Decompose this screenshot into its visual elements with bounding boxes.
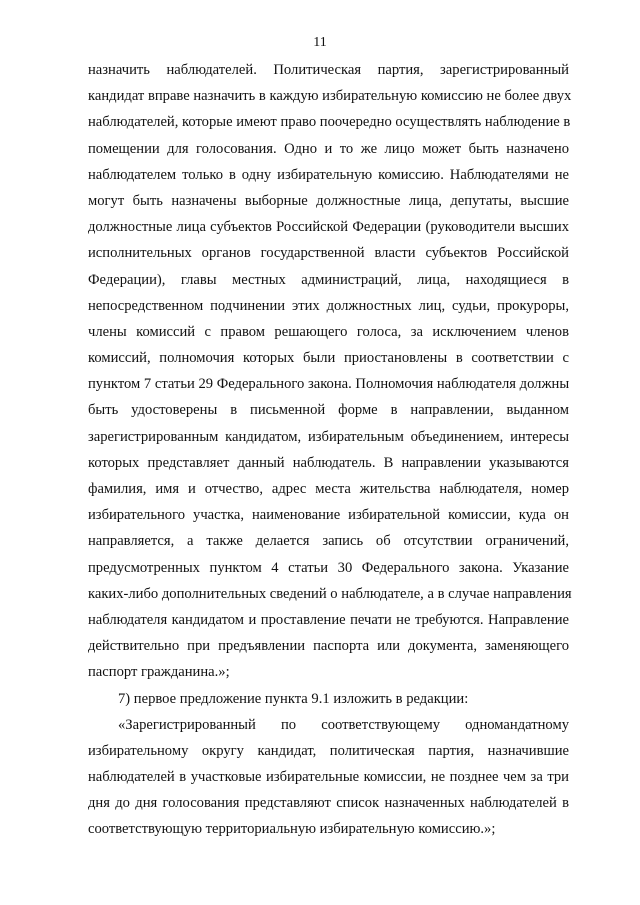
- text-line: паспорт гражданина.»;: [88, 664, 230, 681]
- text-line: предусмотренных пунктом 4 статьи 30 Федерального закона. Указание: [88, 559, 569, 576]
- text-line: которых представляет данный наблюдатель. В направлении указываются: [88, 454, 569, 471]
- text-line: комиссий, полномочия которых были приостановлены в соответствии с: [88, 350, 569, 367]
- text-line: направляется, а также делается запись об отсутствии ограничений,: [88, 533, 569, 550]
- text-line: наблюдателей, которые имеют право поочередно осуществлять наблюдение в: [88, 114, 571, 131]
- text-line: избирательному округу кандидат, политическая партия, назначившие: [88, 742, 569, 759]
- text-line: пунктом 7 статьи 29 Федерального закона. Полномочия наблюдателя должны: [88, 376, 570, 393]
- text-line: наблюдателем только в одну избирательную комиссию. Наблюдателями не: [88, 166, 569, 183]
- text-line: фамилия, имя и отчество, адрес места жительства наблюдателя, номер: [88, 481, 569, 497]
- text-line: члены комиссий с правом решающего голоса, за исключением членов: [88, 323, 569, 340]
- paragraph: [88, 712, 569, 843]
- paragraph: [88, 686, 569, 712]
- text-line: действительно при предъявлении паспорта или документа, заменяющего: [88, 638, 569, 655]
- text-line: наблюдателя кандидатом и проставление печати не требуются. Направление: [88, 611, 569, 628]
- text-line: назначить наблюдателей. Политическая партия, зарегистрированный: [88, 62, 569, 78]
- text-line: 7) первое предложение пункта 9.1 изложить в редакции:: [118, 690, 469, 707]
- text-line: «Зарегистрированный по соответствующему одномандатному: [118, 716, 569, 733]
- paragraph: [88, 57, 572, 686]
- text-line: соответствующую территориальную избирательную комиссию.»;: [88, 821, 496, 838]
- document-body: [88, 57, 572, 843]
- page-number: 11: [313, 35, 327, 50]
- text-line: быть удостоверены в письменной форме в направлении, выданном: [88, 402, 569, 419]
- text-line: наблюдателей в участковые избирательные комиссии, не позднее чем за три: [88, 769, 569, 786]
- text-line: непосредственном подчинении этих должностных лиц, судьи, прокуроры,: [88, 297, 569, 314]
- text-line: исполнительных органов государственной власти субъектов Российской: [88, 245, 569, 262]
- text-line: избирательного участка, наименование избирательной комиссии, куда он: [88, 507, 569, 524]
- text-line: каких-либо дополнительных сведений о наблюдателе, а в случае направления: [88, 585, 572, 602]
- text-line: кандидат вправе назначить в каждую избирательную комиссию не более двух: [88, 88, 572, 105]
- text-line: Федерации), главы местных администраций, лица, находящиеся в: [88, 271, 569, 288]
- text-line: могут быть назначены выборные должностные лица, депутаты, высшие: [88, 192, 569, 209]
- text-line: дня до дня голосования представляют список назначенных наблюдателей в: [88, 795, 569, 812]
- text-line: зарегистрированным кандидатом, избирательным объединением, интересы: [88, 428, 569, 445]
- text-line: должностные лица субъектов Российской Федерации (руководители высших: [88, 219, 569, 236]
- text-line: помещении для голосования. Одно и то же лицо может быть назначено: [88, 140, 569, 157]
